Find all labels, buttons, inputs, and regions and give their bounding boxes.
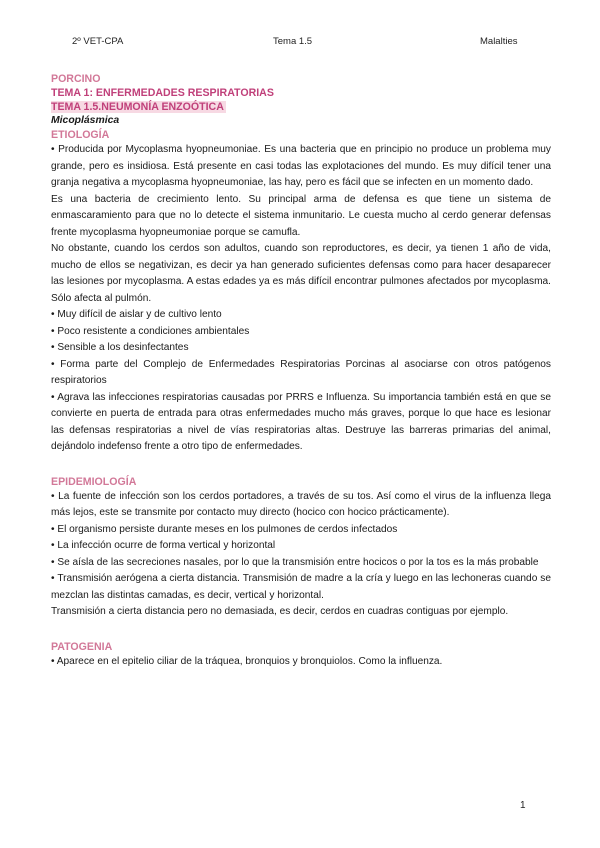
etiologia-bullet-3: • Sensible a los desinfectantes	[51, 342, 189, 353]
patogenia-bullet-1: • Aparece en el epitelio ciliar de la tráquea, bronquios y bronquiolos. Como la influenza.	[51, 655, 443, 667]
header-course: 2º VET-CPA	[72, 36, 124, 47]
subtitle: Micoplásmica	[51, 115, 120, 126]
epidemiologia-bullet-3: • La infección ocurre de forma vertical y horizontal	[51, 540, 276, 551]
epidemiologia-paragraph-6: Transmisión a cierta distancia pero no demasiada, es decir, cerdos en cuadras contiguas por ejemplo.	[51, 606, 509, 617]
tema15-highlight: TEMA 1.5.NEUMONÍA ENZOÓTICA	[51, 101, 224, 113]
etiologia-bullet-5: • Agrava las infecciones respiratorias causadas por PRRS e Influenza. Su importancia también está en que se convierte en puerta de entrada para otras enfermedades mucho más graves, porque lo que hace es lesionar las defensas respiratorias a nivel de vías respiratorias altas. Destruye las barreras primarias del animal, dejándolo indefenso frente a otro tipo de enfermedades.	[51, 391, 551, 452]
tema1-title: TEMA 1: ENFERMEDADES RESPIRATORIAS	[51, 87, 274, 99]
document-body	[51, 72, 551, 670]
tema15-title	[51, 100, 551, 114]
header-subject: Malalties	[480, 36, 518, 47]
epidemiologia-bullet-5: • Transmisión aerógena a cierta distancia. Transmisión de madre a la cría y luego en las lechoneras cuando se mezclan las distintas camadas, es decir, vertical y horizontal.	[51, 573, 551, 601]
page-number: 1	[520, 800, 526, 811]
etiologia-paragraph-2: Es una bacteria de crecimiento lento. Su principal arma de defensa es que tiene un sistema de enmascaramiento para que no lo detecte el sistema inmunitario. Le cuesta mucho al cerdo generar defensas frente mycoplasma hyopneumoniae porque se camufla.	[51, 193, 551, 238]
etiologia-paragraph-1: • Producida por Mycoplasma hyopneumoniae. Es una bacteria que en principio no produce un problema muy grande, pero es insidiosa. Está presente en casi todas las explotaciones del mundo. Es muy difícil tener una granja negativa a mycoplasma hyopneumoniae, las hay, pero es fácil que se infecten en un momento dado.	[51, 144, 551, 188]
epidemiologia-bullet-1: • La fuente de infección son los cerdos portadores, a través de su tos. Así como el virus de la influenza llega más lejos, este se transmite por contacto muy directo (hocico con hocico prácticamente).	[51, 490, 551, 518]
etiologia-bullet-1: • Muy difícil de aislar y de cultivo lento	[51, 309, 222, 320]
page-header	[0, 36, 600, 50]
etiologia-bullet-2: • Poco resistente a condiciones ambientales	[51, 325, 250, 337]
epidemiologia-bullet-4: • Se aísla de las secreciones nasales, por lo que la transmisión entre hocicos o por la tos es la más probable	[51, 556, 539, 568]
category-title: PORCINO	[51, 73, 101, 85]
epidemiologia-bullet-2: • El organismo persiste durante meses en los pulmones de cerdos infectados	[51, 523, 398, 535]
header-topic: Tema 1.5	[273, 36, 313, 47]
etiologia-bullet-4: • Forma parte del Complejo de Enfermedades Respiratorias Porcinas al asociarse con otros patógenos respiratorios	[51, 358, 551, 386]
section-heading-patogenia: PATOGENIA	[51, 640, 113, 653]
section-heading-epidemiologia: EPIDEMIOLOGÍA	[51, 475, 137, 488]
section-heading-etiologia: ETIOLOGÍA	[51, 129, 110, 141]
etiologia-paragraph-3: No obstante, cuando los cerdos son adultos, cuando son reproductores, es decir, ya tienen 1 año de vida, mucho de ellos se negativizan, es decir ya han generado suficientes defensas como para hacer desaparecer las lesiones por mycoplasma. A estas edades ya es más difícil encontrar pulmones afectados por mycoplasma. Sólo afecta al pulmón.	[51, 243, 551, 304]
